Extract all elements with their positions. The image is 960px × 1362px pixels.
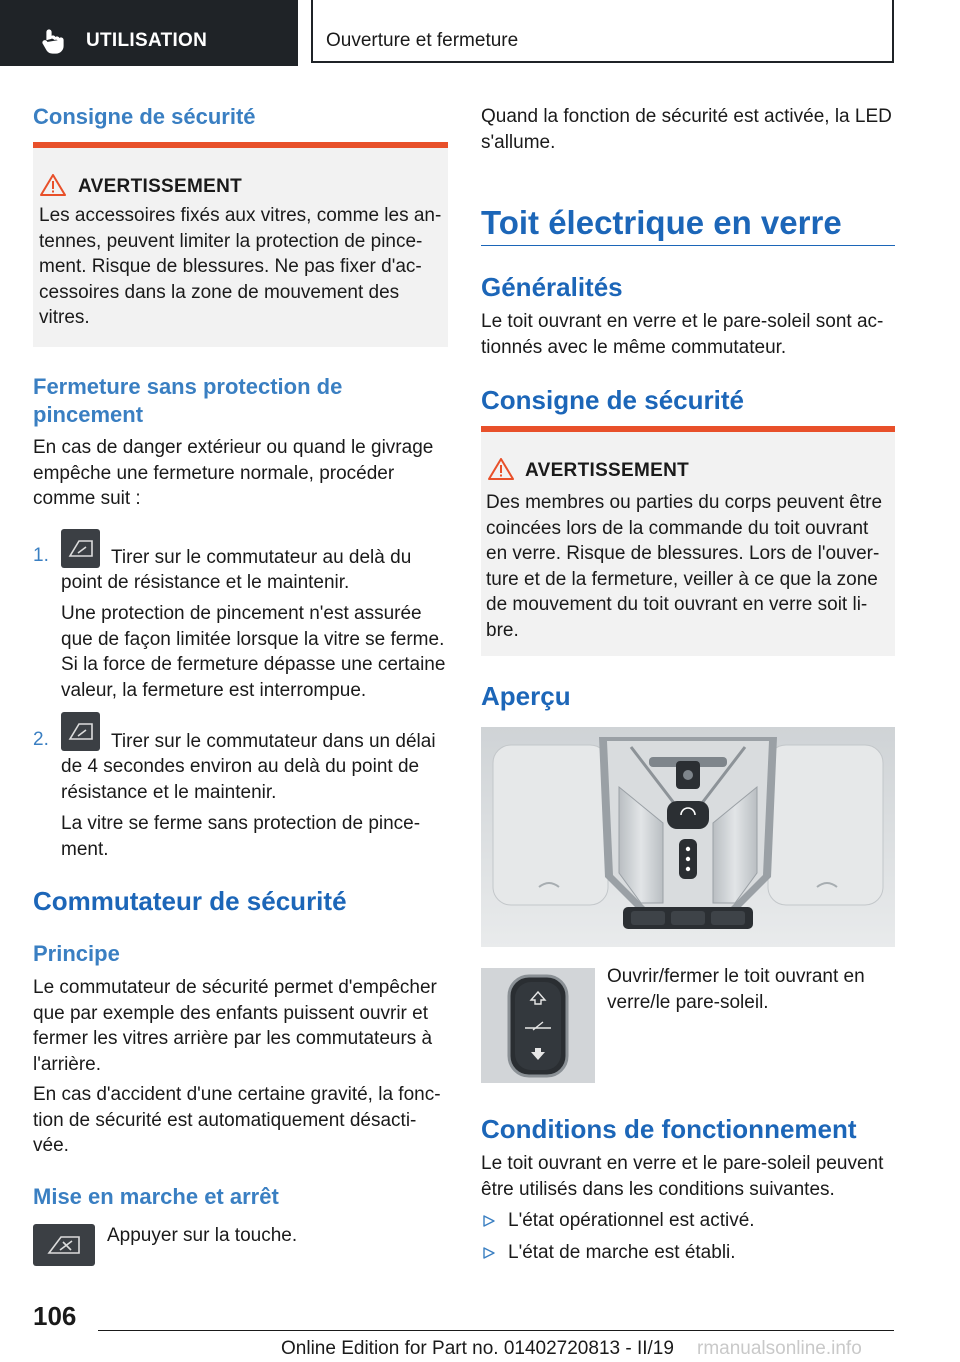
warning-triangle-icon xyxy=(488,458,514,480)
step-1-note: Une protection de pincement n'est assurée que de façon limitée lorsque la vitre se ferme. Si la force de fermeture dépasse une certaine valeur, la fermeture est interrompue. xyxy=(61,603,446,701)
warning-box-roof xyxy=(481,426,895,656)
condition-item: L'état de marche est établi. xyxy=(508,1242,736,1263)
switch-heading: Commutateur de sécurité xyxy=(33,886,347,916)
watermark: rmanualsonline.info xyxy=(697,1338,862,1359)
safety-heading: Consigne de sécurité xyxy=(33,104,256,129)
roof-switch-icon xyxy=(481,968,595,1083)
step-1-first: Tirer sur le commutateur au delà du xyxy=(111,547,412,568)
section-title: Ouverture et fermeture xyxy=(326,30,519,51)
general-text: Le toit ouvrant en verre et le pare-soleil sont ac- tionnés avec le même commutateur. xyxy=(481,311,884,358)
window-switch-icon xyxy=(61,712,100,751)
edition-text: Online Edition for Part no. 01402720813 - II/19 xyxy=(281,1338,674,1359)
warning-text: Des membres ou parties du corps peuvent être coincées lors de la commande du toit ouvrant en verre. Risque de blessures. Lors de l'ouver- ture et de la fermeture, veiller à ce que la zone de mouvement du toit ouvrant en verre soit li- bre. xyxy=(486,492,883,641)
warning-title: AVERTISSEMENT xyxy=(525,460,690,481)
conditions-text: Le toit ouvrant en verre et le pare-soleil peuvent être utilisés dans les conditions suivantes. xyxy=(481,1153,884,1200)
principle-paragraph-2: En cas d'accident d'une certaine gravité, la fonc- tion de sécurité est automatiquement désacti- vée. xyxy=(33,1084,441,1156)
step-2-first: Tirer sur le commutateur dans un délai xyxy=(111,731,436,752)
onoff-text: Appuyer sur la touche. xyxy=(107,1225,298,1246)
led-text: Quand la fonction de sécurité est activée, la LED s'allume. xyxy=(481,106,892,153)
warning-box-windows xyxy=(33,142,448,347)
principle-heading: Principe xyxy=(33,941,120,966)
overhead-console-image xyxy=(481,727,895,947)
triangle-bullet-icon xyxy=(483,1215,495,1227)
roof-heading-rule xyxy=(481,245,895,246)
condition-item: L'état opérationnel est activé. xyxy=(508,1210,755,1231)
page-number: 106 xyxy=(33,1301,77,1331)
onoff-heading: Mise en marche et arrêt xyxy=(33,1184,279,1209)
hand-pointer-icon xyxy=(40,28,66,54)
overview-heading: Aperçu xyxy=(481,681,571,711)
chapter-title: UTILISATION xyxy=(86,30,208,51)
triangle-bullet-icon xyxy=(483,1247,495,1259)
safety-heading-roof: Consigne de sécurité xyxy=(481,385,744,415)
conditions-heading: Conditions de fonctionnement xyxy=(481,1114,857,1144)
roof-heading: Toit électrique en verre xyxy=(481,204,842,241)
warning-title: AVERTISSEMENT xyxy=(78,176,243,197)
window-switch-icon xyxy=(61,529,100,568)
footer-rule xyxy=(98,1330,894,1331)
step-number: 1. xyxy=(33,545,49,566)
warning-triangle-icon xyxy=(40,174,66,196)
step-2-rest: de 4 secondes environ au delà du point de résistance et le maintenir. xyxy=(61,756,420,803)
step-2-note: La vitre se ferme sans protection de pince- ment. xyxy=(61,813,421,860)
principle-paragraph-1: Le commutateur de sécurité permet d'empêcher que par exemple des enfants puissent ouvrir et fermer les vitres arrière par les commutateurs à l'arrière. xyxy=(33,977,437,1075)
closing-heading: Fermeture sans protection de pincement xyxy=(33,374,343,427)
step-1-rest: point de résistance et le maintenir. xyxy=(61,572,350,593)
warning-text: Les accessoires fixés aux vitres, comme les an- tennes, peuvent limiter la protection de pince- ment. Risque de blessures. Ne pas fixer d'ac- cessoires dans la zone de mouvement des vitres. xyxy=(39,205,442,328)
switch-caption: Ouvrir/fermer le toit ouvrant en verre/le pare-soleil. xyxy=(607,966,865,1013)
closing-intro: En cas de danger extérieur ou quand le givrage empêche une fermeture normale, procéder comme suit : xyxy=(33,437,434,509)
general-heading: Généralités xyxy=(481,272,623,302)
safety-switch-icon xyxy=(33,1224,95,1266)
step-number: 2. xyxy=(33,729,49,750)
